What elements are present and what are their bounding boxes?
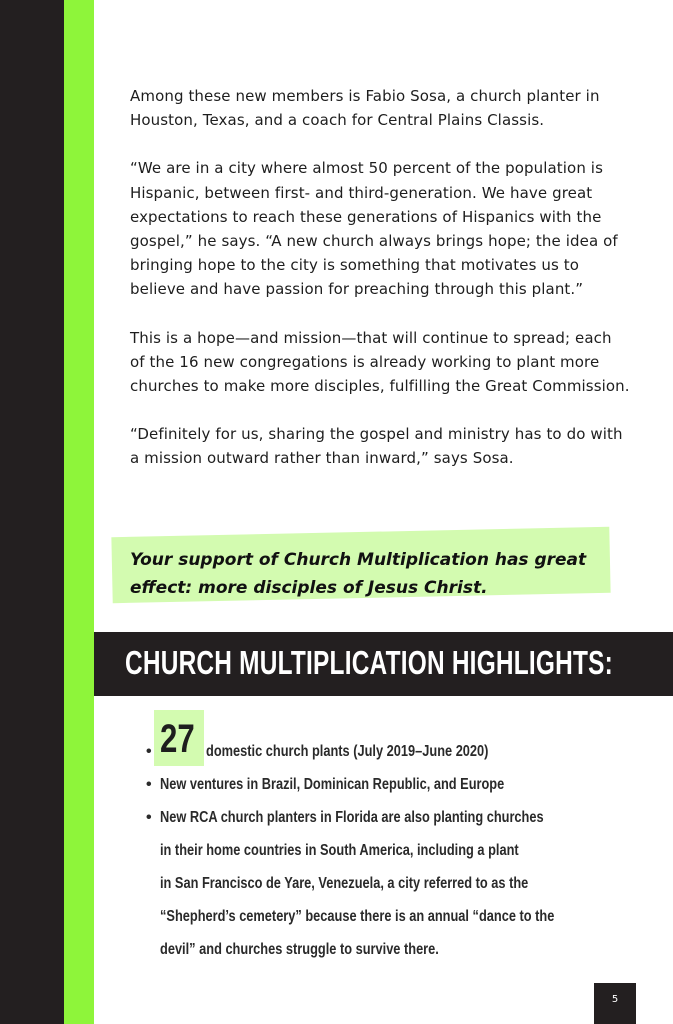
page-number: 5 xyxy=(594,983,636,1024)
list-item-text: “Shepherd’s cemetery” because there is an annual “dance to the xyxy=(160,908,555,925)
bullet: • xyxy=(146,809,152,826)
highlights-title: CHURCH MULTIPLICATION HIGHLIGHTS: xyxy=(125,644,613,681)
article-body xyxy=(130,84,630,495)
left-green-stripe xyxy=(64,0,94,1024)
list-item-text: in San Francisco de Yare, Venezuela, a city referred to as the xyxy=(160,875,529,892)
paragraph: This is a hope—and mission—that will continue to spread; each of the 16 new congregations is already working to plant more churches to make more disciples, fulfilling the Great Commission. xyxy=(130,328,630,396)
list-item-text: New ventures in Brazil, Dominican Republic, and Europe xyxy=(160,776,505,793)
callout xyxy=(130,546,620,602)
stat-number: 27 xyxy=(160,717,195,761)
list-item-text: in their home countries in South America, including a plant xyxy=(160,842,519,859)
list-item-text: New RCA church planters in Florida are also planting churches xyxy=(160,809,544,826)
paragraph: “We are in a city where almost 50 percent of the population is Hispanic, between first- and third-generation. We have great expectations to reach these generations of Hispanics with the gospel,” he says. “A new church always brings hope; the idea of bringing hope to the city is something that motivates us to believe and have passion for preaching through this plant.” xyxy=(130,159,618,299)
paragraph: Among these new members is Fabio Sosa, a church planter in Houston, Texas, and a coach for Central Plains Classis. xyxy=(130,87,600,130)
left-dark-stripe xyxy=(0,0,64,1024)
callout-line: effect: more disciples of Jesus Christ. xyxy=(130,578,488,598)
list-item-text: devil” and churches struggle to survive there. xyxy=(160,941,439,958)
bullet: • xyxy=(146,776,152,793)
bullet: • xyxy=(146,743,152,760)
list-item-text: domestic church plants (July 2019–June 2020) xyxy=(206,743,489,760)
callout-line: Your support of Church Multiplication has great xyxy=(130,550,587,570)
paragraph: “Definitely for us, sharing the gospel and ministry has to do with a mission outward rather than inward,” says Sosa. xyxy=(130,425,623,468)
